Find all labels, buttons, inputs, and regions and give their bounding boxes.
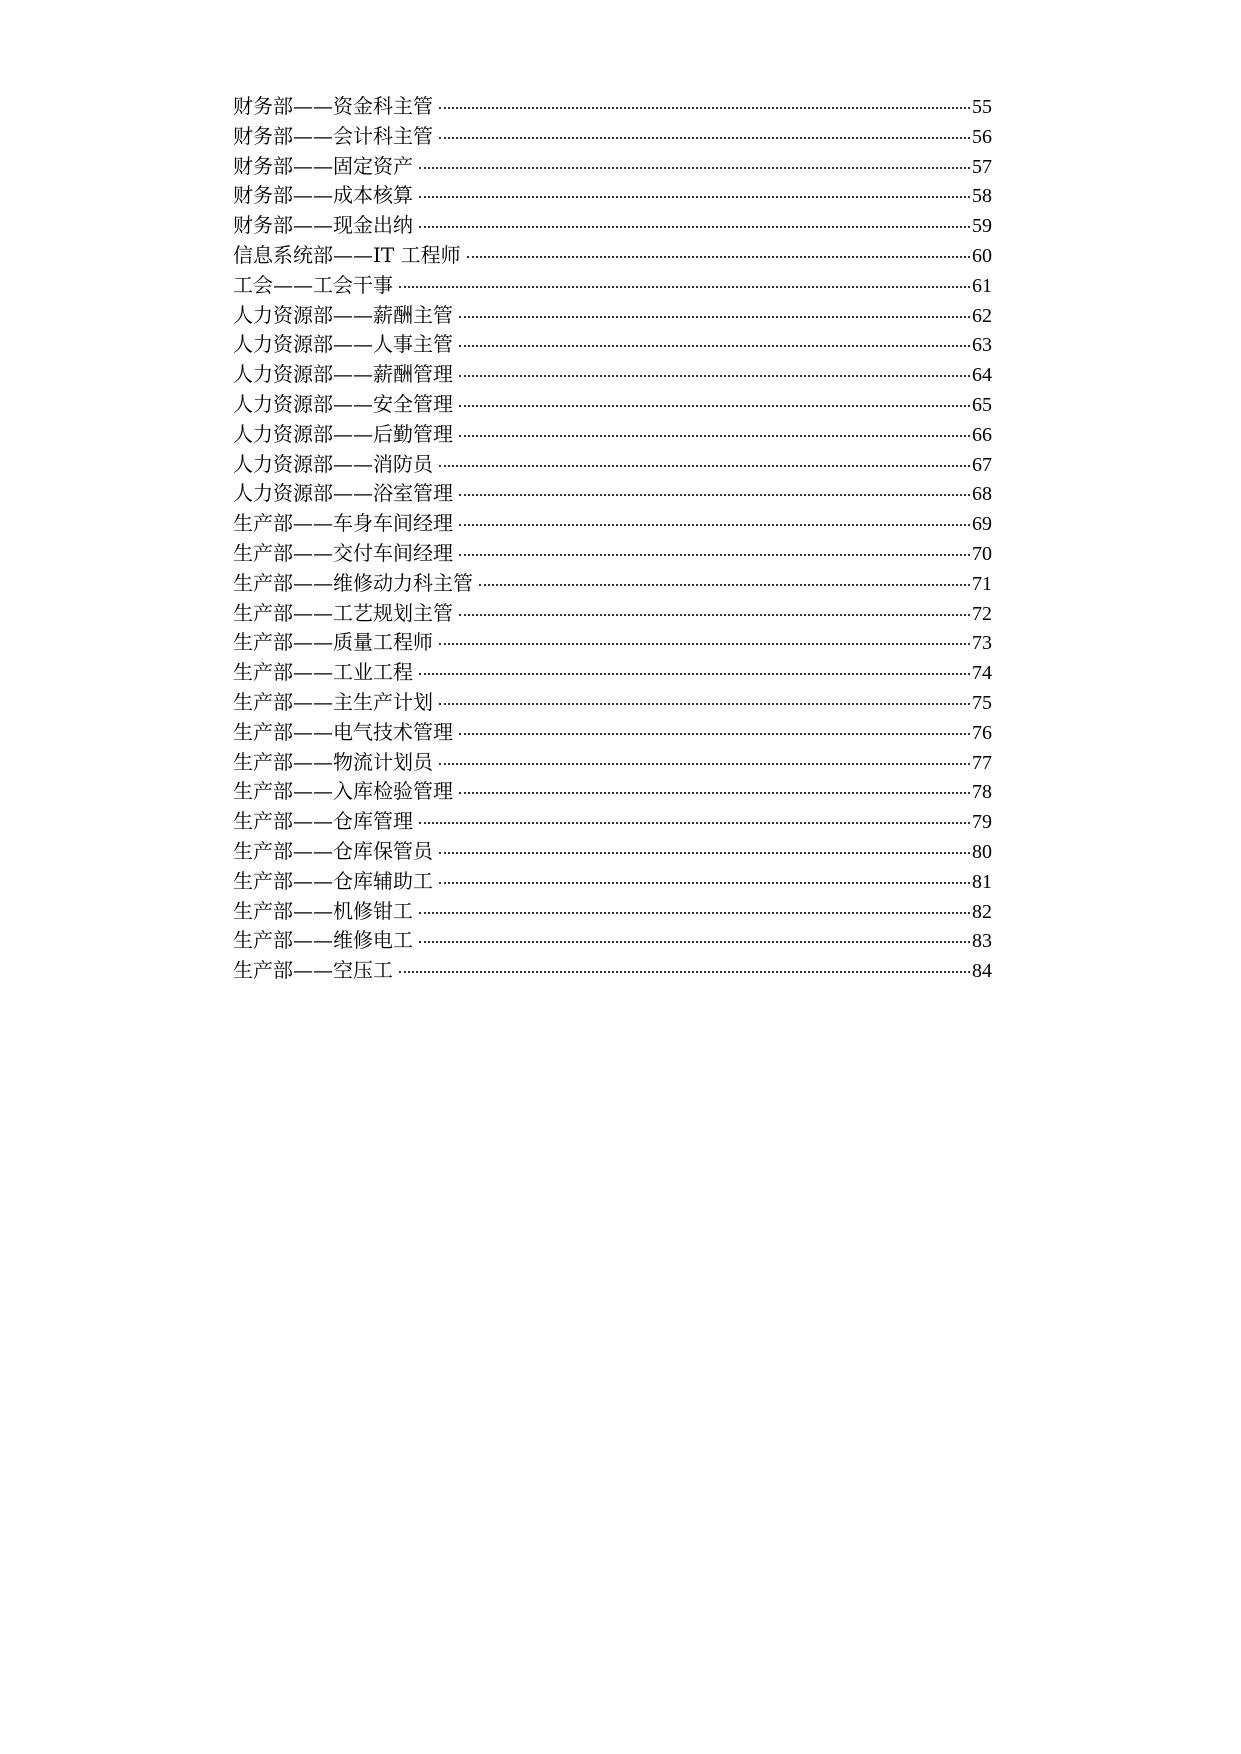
toc-entry-page: 74 xyxy=(972,662,992,685)
toc-entry-page: 58 xyxy=(972,185,992,208)
toc-entry-page: 66 xyxy=(972,423,992,446)
toc-entry[interactable] xyxy=(233,299,992,329)
toc-entry-page: 69 xyxy=(972,513,992,536)
toc-entry-page: 84 xyxy=(972,960,992,983)
toc-entry-page: 75 xyxy=(972,691,992,714)
toc-entry-title: 人力资源部——后勤管理 xyxy=(233,421,453,446)
toc-entry-page: 80 xyxy=(972,840,992,863)
toc-entry[interactable] xyxy=(233,239,992,269)
toc-entry-title: 人力资源部——消防员 xyxy=(233,451,433,476)
toc-entry[interactable] xyxy=(233,388,992,418)
toc-entry-title: 生产部——仓库管理 xyxy=(233,809,413,834)
toc-entry-page: 67 xyxy=(972,453,992,476)
toc-entry[interactable] xyxy=(233,954,992,984)
toc-entry-title: 人力资源部——浴室管理 xyxy=(233,481,453,506)
dot-leader xyxy=(439,852,970,854)
toc-entry[interactable] xyxy=(233,597,992,627)
dot-leader xyxy=(439,763,970,765)
toc-entry-page: 82 xyxy=(972,900,992,923)
dot-leader xyxy=(459,494,970,496)
toc-entry[interactable] xyxy=(233,507,992,537)
toc-entry-title: 生产部——物流计划员 xyxy=(233,749,433,774)
toc-entry-page: 55 xyxy=(972,96,992,118)
toc-entry-page: 72 xyxy=(972,602,992,625)
toc-entry[interactable] xyxy=(233,418,992,448)
toc-entry-title: 人力资源部——薪酬管理 xyxy=(233,362,453,387)
toc-entry-title: 生产部——仓库保管员 xyxy=(233,838,433,863)
toc-entry-title: 信息系统部——IT 工程师 xyxy=(233,242,461,267)
toc-entry-title: 生产部——交付车间经理 xyxy=(233,540,453,565)
toc-entry[interactable] xyxy=(233,805,992,835)
toc-entry-title: 生产部——入库检验管理 xyxy=(233,779,453,804)
toc-entry-title: 生产部——空压工 xyxy=(233,958,393,983)
dot-leader xyxy=(459,345,970,347)
toc-entry-page: 61 xyxy=(972,274,992,297)
dot-leader xyxy=(439,107,970,109)
toc-entry[interactable] xyxy=(233,328,992,358)
toc-entry-page: 68 xyxy=(972,483,992,506)
toc-entry[interactable] xyxy=(233,716,992,746)
dot-leader xyxy=(467,256,970,258)
toc-entry[interactable] xyxy=(233,90,992,120)
dot-leader xyxy=(459,435,970,437)
dot-leader xyxy=(419,941,970,943)
toc-entry-title: 生产部——车身车间经理 xyxy=(233,511,453,536)
dot-leader xyxy=(439,137,970,139)
dot-leader xyxy=(479,584,970,586)
toc-entry[interactable] xyxy=(233,924,992,954)
toc-entry-page: 83 xyxy=(972,930,992,953)
dot-leader xyxy=(459,554,970,556)
toc-entry-title: 财务部——成本核算 xyxy=(233,183,413,208)
toc-entry[interactable] xyxy=(233,746,992,776)
toc-entry-title: 生产部——工艺规划主管 xyxy=(233,600,453,625)
dot-leader xyxy=(459,733,970,735)
dot-leader xyxy=(419,196,970,198)
toc-entry[interactable] xyxy=(233,358,992,388)
toc-entry-title: 生产部——电气技术管理 xyxy=(233,719,453,744)
toc-entry-page: 70 xyxy=(972,542,992,565)
dot-leader xyxy=(419,167,970,169)
toc-entry-title: 生产部——机修钳工 xyxy=(233,898,413,923)
dot-leader xyxy=(439,643,970,645)
dot-leader xyxy=(459,614,970,616)
toc-entry-title: 财务部——会计科主管 xyxy=(233,123,433,148)
toc-entry-title: 生产部——仓库辅助工 xyxy=(233,868,433,893)
toc-entry[interactable] xyxy=(233,269,992,299)
dot-leader xyxy=(459,405,970,407)
toc-entry-title: 工会——工会干事 xyxy=(233,272,393,297)
toc-entry-page: 77 xyxy=(972,751,992,774)
toc-entry-page: 73 xyxy=(972,632,992,655)
dot-leader xyxy=(439,882,970,884)
dot-leader xyxy=(419,912,970,914)
toc-entry-page: 76 xyxy=(972,721,992,744)
dot-leader xyxy=(459,524,970,526)
toc-entry[interactable] xyxy=(233,448,992,478)
toc-entry[interactable] xyxy=(233,865,992,895)
toc-entry-page: 81 xyxy=(972,870,992,893)
toc-entry-title: 人力资源部——薪酬主管 xyxy=(233,302,453,327)
toc-entry-title: 人力资源部——安全管理 xyxy=(233,391,453,416)
dot-leader xyxy=(459,316,970,318)
toc-entry-title: 生产部——工业工程 xyxy=(233,660,413,685)
dot-leader xyxy=(439,465,970,467)
toc-entry[interactable] xyxy=(233,477,992,507)
dot-leader xyxy=(459,792,970,794)
toc-entry[interactable] xyxy=(233,179,992,209)
toc-entry[interactable] xyxy=(233,537,992,567)
dot-leader xyxy=(459,375,970,377)
dot-leader xyxy=(419,822,970,824)
table-of-contents xyxy=(233,90,992,984)
toc-entry[interactable] xyxy=(233,686,992,716)
dot-leader xyxy=(439,703,970,705)
toc-entry[interactable] xyxy=(233,209,992,239)
toc-entry-page: 64 xyxy=(972,364,992,387)
toc-entry-page: 79 xyxy=(972,811,992,834)
toc-entry-page: 71 xyxy=(972,572,992,595)
toc-entry[interactable] xyxy=(233,567,992,597)
toc-entry-page: 62 xyxy=(972,304,992,327)
toc-entry[interactable] xyxy=(233,835,992,865)
toc-entry-title: 生产部——质量工程师 xyxy=(233,630,433,655)
dot-leader xyxy=(419,673,970,675)
toc-entry-title: 生产部——维修电工 xyxy=(233,928,413,953)
toc-entry-title: 人力资源部——人事主管 xyxy=(233,332,453,357)
toc-entry[interactable] xyxy=(233,120,992,150)
toc-entry-title: 财务部——固定资产 xyxy=(233,153,413,178)
toc-entry-page: 57 xyxy=(972,155,992,178)
dot-leader xyxy=(419,226,970,228)
toc-entry[interactable] xyxy=(233,895,992,925)
toc-entry-page: 56 xyxy=(972,125,992,148)
dot-leader xyxy=(399,971,970,973)
toc-entry-title: 财务部——资金科主管 xyxy=(233,94,433,118)
toc-entry-page: 65 xyxy=(972,393,992,416)
toc-entry[interactable] xyxy=(233,626,992,656)
toc-entry-page: 60 xyxy=(972,244,992,267)
toc-entry-page: 63 xyxy=(972,334,992,357)
toc-entry-title: 财务部——现金出纳 xyxy=(233,213,413,238)
toc-entry-page: 59 xyxy=(972,215,992,238)
toc-entry-page: 78 xyxy=(972,781,992,804)
toc-entry[interactable] xyxy=(233,775,992,805)
dot-leader xyxy=(399,286,970,288)
toc-entry-title: 生产部——主生产计划 xyxy=(233,689,433,714)
toc-entry[interactable] xyxy=(233,656,992,686)
toc-entry-title: 生产部——维修动力科主管 xyxy=(233,570,473,595)
toc-entry[interactable] xyxy=(233,150,992,180)
